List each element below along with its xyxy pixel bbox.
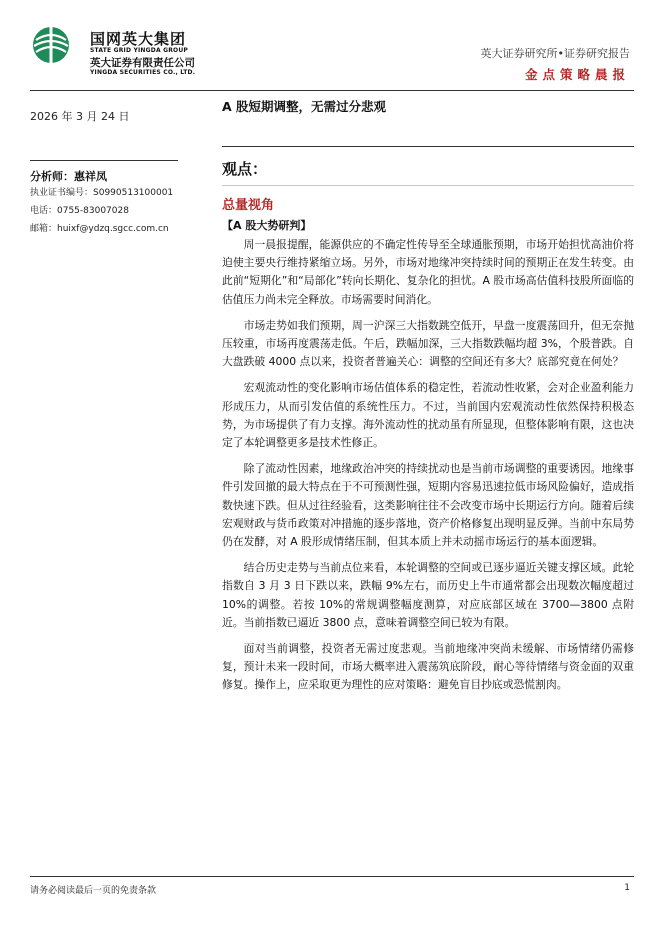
analyst-phone: 电话：0755-83007028 xyxy=(30,206,129,216)
report-date: 2026 年 3 月 24 日 xyxy=(30,110,130,123)
body-paragraph: 周一晨报提醒，能源供应的不确定性传导至全球通胀预期，市场开始担忧高油价将迫使主要央行维持紧缩立场。另外，市场对地缘冲突持续时间的预期正在发生转变。由此前“短期化”和“局部化”转向长期化、复杂化的担忧。A 股市场高估值科技股所面临的估值压力尚未完全释放。市场需要时间消化。 xyxy=(222,238,634,306)
body-paragraph: 市场走势如我们预期，周一沪深三大指数跳空低开，早盘一度震荡回升，但无奈抛压较重，市场再度震荡走低。午后，跌幅加深，三大指数跌幅均超 3%，个股普跌。自大盘跌破 4000 点以来，投资者普遍关心：调整的空间还有多大？底部究竟在何处？ xyxy=(222,318,634,369)
analyst-email[interactable]: 邮箱：huixf@ydzq.sgcc.com.cn xyxy=(30,224,169,234)
institute-label: 英大证券研究所•证券研究报告 xyxy=(480,47,630,60)
report-title: A 股短期调整，无需过分悲观 xyxy=(222,99,387,114)
page-number: 1 xyxy=(624,883,630,893)
header-divider xyxy=(30,90,634,91)
body-paragraph: 面对当前调整，投资者无需过度悲观。当前地缘冲突尚未缓解、市场情绪仍需修复，预计未来一段时间，市场大概率进入震荡筑底阶段，耐心等待情绪与资金面的双重修复。操作上，应采取更为理性的应对策略：避免盲目抄底或恐慌割肉。 xyxy=(222,642,634,692)
group-name-en: STATE GRID YINGDA GROUP xyxy=(90,47,189,54)
title-divider xyxy=(222,146,634,147)
report-series: 金点策略晨报 xyxy=(524,67,630,82)
body-paragraph: 除了流动性因素，地缘政治冲突的持续扰动也是当前市场调整的重要诱因。地缘事件引发回撤的最大特点在于不可预测性强，短期内容易迅速拉低市场风险偏好，造成指数快速下跌。但从过往经验看，这类影响往往不会改变市场中长期运行方向。随着后续宏观财政与货币政策对冲措施的逐步落地，资产价格修复出现明显反弹。当前中东局势仍在发酵，对 A 股形成情绪压制，但其本质上并未动摇市场运行的基本面逻辑。 xyxy=(222,462,634,549)
section-title: 总量视角 xyxy=(222,198,275,213)
body-paragraph: 宏观流动性的变化影响市场估值体系的稳定性，若流动性收紧，会对企业盈利能力形成压力，从而引发估值的系统性压力。不过，当前国内宏观流动性依然保持积极态势，为市场提供了有力支撑。海外流动性的扰动虽有所显现，但整体影响有限，这也决定了本轮调整更多是技术性修正。 xyxy=(222,381,634,450)
footer-disclaimer: 请务必阅读最后一页的免责条款 xyxy=(30,886,157,896)
analyst-divider xyxy=(30,160,178,161)
company-name-en: YINGDA SECURITIES CO., LTD. xyxy=(90,69,196,76)
footer-divider xyxy=(30,876,634,877)
state-grid-logo-icon xyxy=(32,26,70,64)
body-paragraph: 结合历史走势与当前点位来看，本轮调整的空间或已逐步逼近关键支撑区域。此轮指数自 3 月 3 日下跌以来，跌幅 9%左右，而历史上牛市通常都会出现数次幅度超过 10%的调整。若按 10%的常规调整幅度测算，对应底部区域在 3700—3800 点附近。当前指数已逼近 3800 点，意味着调整空间已较为有限。 xyxy=(222,561,634,629)
subsection-title: 【A 股大势研判】 xyxy=(222,219,312,232)
analyst-cert: 执业证书编号：S0990513100001 xyxy=(30,188,174,198)
group-name-cn: 国网英大集团 xyxy=(90,30,187,48)
viewpoint-divider xyxy=(222,185,634,186)
company-name-cn: 英大证券有限责任公司 xyxy=(90,57,195,69)
analyst-name: 分析师：惠祥凤 xyxy=(30,170,107,183)
viewpoint-heading: 观点： xyxy=(222,160,268,178)
report-body xyxy=(222,236,634,703)
